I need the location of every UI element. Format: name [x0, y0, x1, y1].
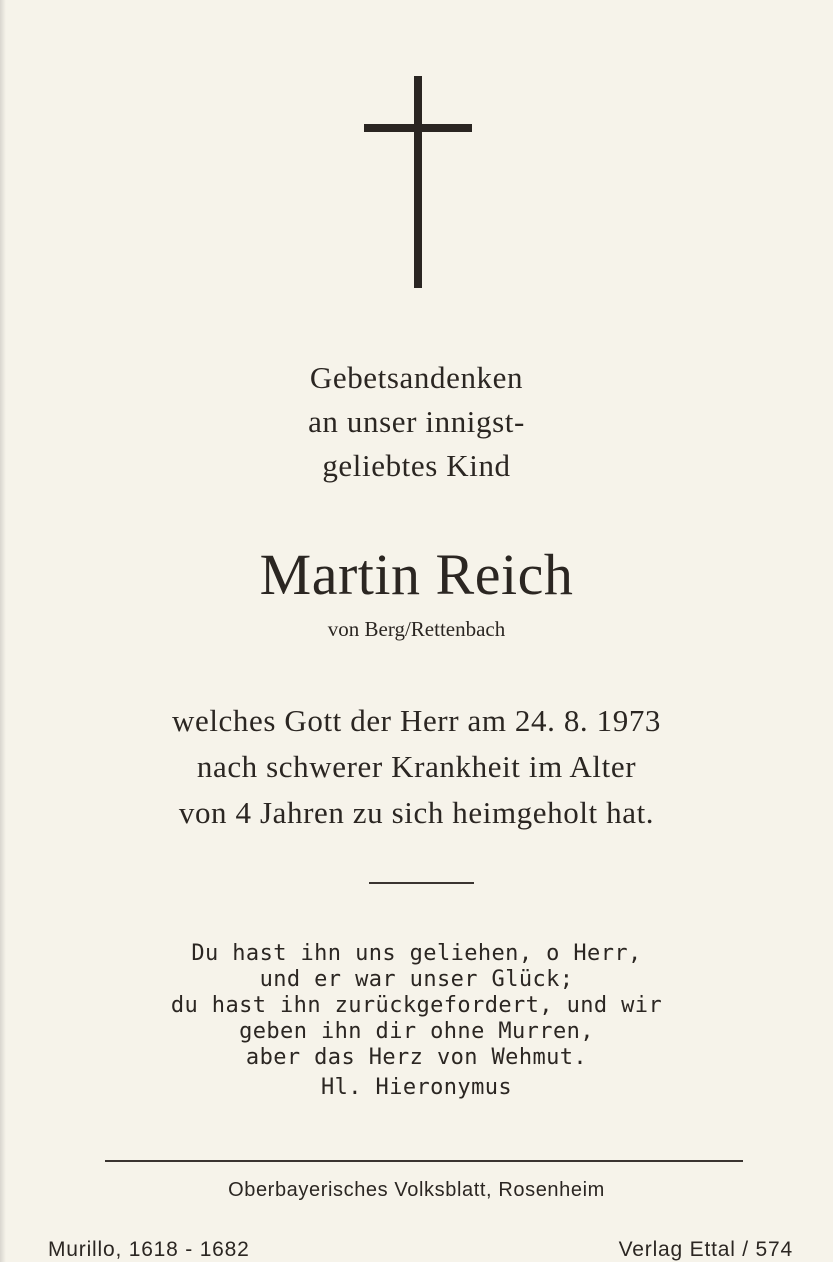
artist-credit: Murillo, 1618 - 1682 — [48, 1238, 250, 1261]
intro-line: Gebetsandenken — [309, 360, 524, 395]
printer-credit: Verlag Ettal / 574 — [618, 1238, 793, 1261]
notice-line: nach schwerer Krankheit im Alter — [196, 749, 637, 784]
cross-horizontal-bar — [364, 124, 472, 132]
poem-line: du hast ihn zurückgefordert, und wir — [170, 993, 663, 1018]
deceased-name: Martin Reich — [259, 542, 574, 607]
poem-line: Du hast ihn uns geliehen, o Herr, — [191, 941, 642, 966]
poem-author: Hl. Hieronymus — [320, 1075, 513, 1100]
notice-line: welches Gott der Herr am 24. 8. 1973 — [171, 703, 662, 738]
poem-line: und er war unser Glück; — [259, 967, 574, 992]
intro-text — [0, 356, 833, 488]
deceased-origin: von Berg/Rettenbach — [327, 617, 506, 641]
divider-long — [105, 1160, 743, 1162]
poem-line: aber das Herz von Wehmut. — [245, 1045, 588, 1070]
poem-quote — [0, 941, 833, 1101]
poem-line: geben ihn dir ohne Murren, — [239, 1019, 594, 1044]
cross-icon — [364, 76, 472, 290]
cross-vertical-bar — [414, 76, 422, 288]
death-notice-text — [0, 698, 833, 836]
publisher-credit: Oberbayerisches Volksblatt, Rosenheim — [228, 1179, 605, 1201]
intro-line: an unser innigst- — [308, 404, 525, 439]
divider-short — [369, 882, 474, 884]
intro-line: geliebtes Kind — [322, 448, 511, 483]
notice-line: von 4 Jahren zu sich heimgeholt hat. — [178, 795, 655, 830]
